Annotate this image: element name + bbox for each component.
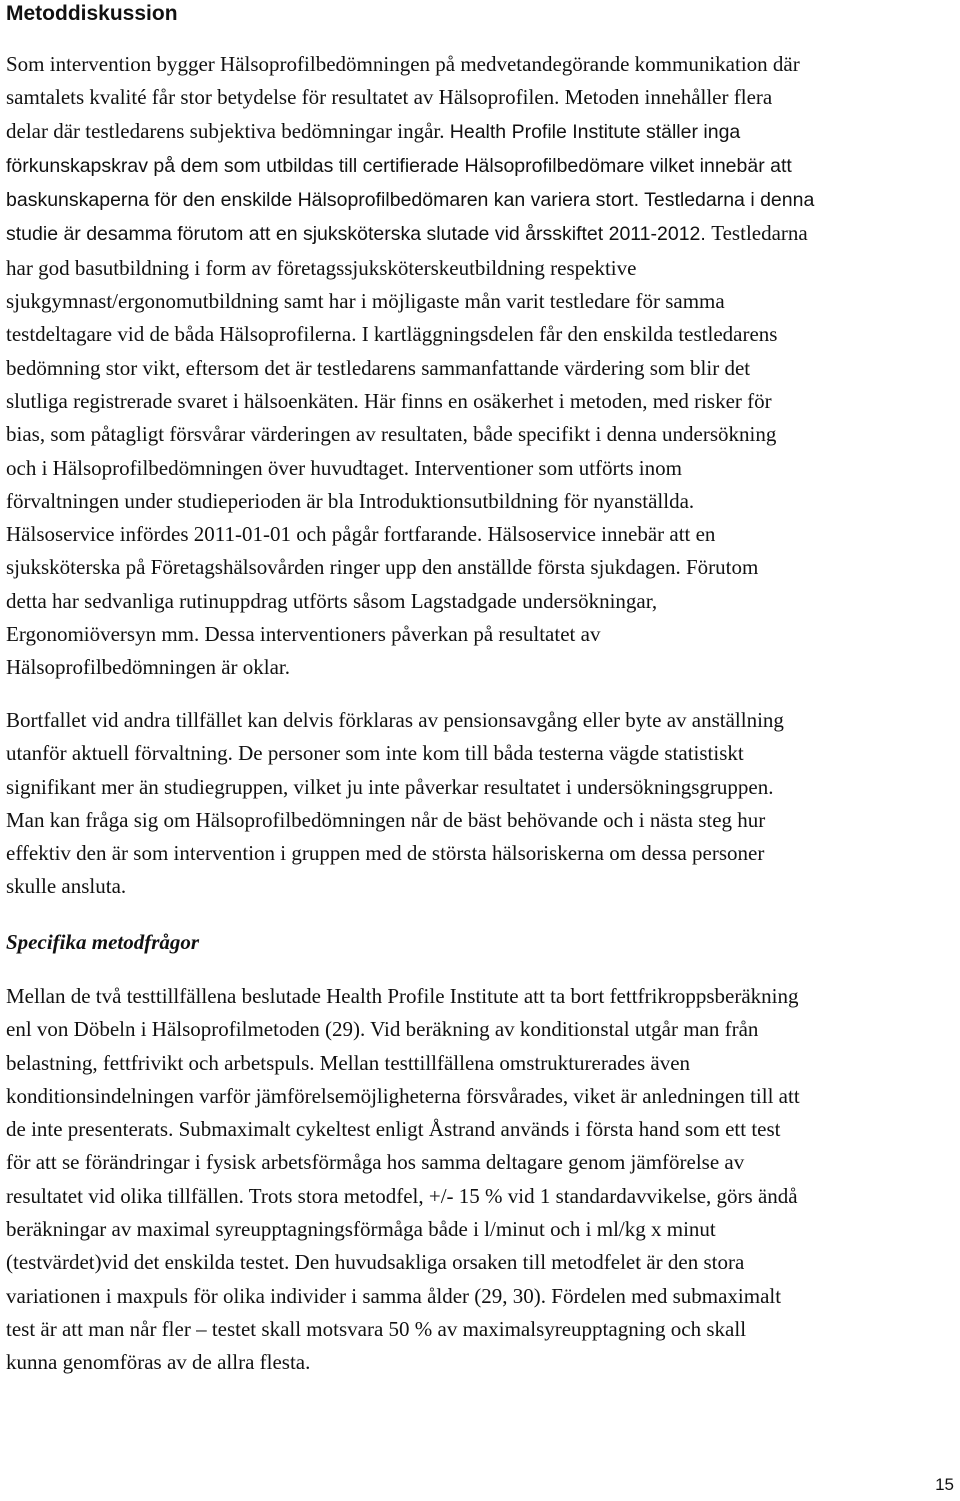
text-line bbox=[6, 1047, 960, 1080]
text-run: testdeltagare vid de båda Hälsoprofilerna. I kartläggningsdelen får den enskilda testledarens bbox=[6, 322, 778, 347]
text-run: beräkningar av maximal syreupptagningsförmåga både i l/minut och i ml/kg x minut bbox=[6, 1217, 716, 1242]
text-run: enl von Döbeln i Hälsoprofilmetoden (29). Vid beräkning av konditionstal utgår man från bbox=[6, 1017, 759, 1042]
page-number: 15 bbox=[935, 1475, 954, 1494]
text-run: för att se förändringar i fysisk arbetsförmåga hos samma deltagare genom jämförelse av bbox=[6, 1150, 745, 1175]
text-run: utanför aktuell förvaltning. De personer som inte kom till båda testerna vägde statistiskt bbox=[6, 741, 744, 766]
text-run: Som intervention bygger Hälsoprofilbedömningen på medvetandegörande kommunikation där bbox=[6, 52, 800, 76]
text-run: skulle ansluta. bbox=[6, 874, 127, 899]
text-line bbox=[6, 385, 960, 418]
text-line bbox=[6, 285, 960, 318]
text-run: sjuksköterska på Företagshälsovården ringer upp den anställde första sjukdagen. Förutom bbox=[6, 555, 759, 580]
text-run: och i Hälsoprofilbedömningen över huvudtaget. Interventioner som utförts inom bbox=[6, 455, 682, 480]
text-run: bedömning stor vikt, eftersom det är testledarens sammanfattande värdering som blir det bbox=[6, 355, 751, 380]
text-line bbox=[6, 1180, 960, 1213]
text-run: test är att man når fler – testet skall motsvara 50 % av maximalsyreupptagning och skall bbox=[6, 1316, 747, 1341]
text-run: har god basutbildning i form av företagssjuksköterskeutbildning respektive bbox=[6, 255, 637, 280]
text-line bbox=[6, 1213, 960, 1246]
text-run: Man kan fråga sig om Hälsoprofilbedömningen når de bäst behövande och i nästa steg hur bbox=[6, 807, 766, 832]
text-line bbox=[6, 771, 960, 804]
text-line bbox=[6, 804, 960, 837]
text-line bbox=[6, 485, 960, 518]
text-run: slutliga registrerade svaret i hälsoenkäten. Här finns en osäkerhet i metoden, med risker för bbox=[6, 388, 772, 413]
text-line bbox=[6, 81, 960, 114]
text-line bbox=[6, 418, 960, 451]
text-run: samtalets kvalité får stor betydelse för resultatet av Hälsoprofilen. Metoden innehåller flera bbox=[6, 85, 773, 110]
text-line bbox=[6, 1013, 960, 1046]
text-line bbox=[6, 551, 960, 584]
text-line bbox=[6, 980, 960, 1013]
section-heading: Metoddiskussion bbox=[6, 2, 178, 25]
text-run: Hälsoprofilbedömningen är oklar. bbox=[6, 655, 291, 680]
text-run: Hälsoservice infördes 2011-01-01 och pågår fortfarande. Hälsoservice innebär att en bbox=[6, 522, 716, 547]
text-line bbox=[6, 518, 960, 551]
text-line bbox=[6, 704, 960, 737]
text-line bbox=[6, 1113, 960, 1146]
text-line bbox=[6, 870, 960, 903]
text-line bbox=[6, 1246, 960, 1279]
text-run: de inte presenterats. Submaximalt cykeltest enligt Åstrand används i första hand som ett test bbox=[6, 1117, 781, 1142]
text-run: studie är desamma förutom att en sjuksköterska slutade vid årsskiftet 2011-2012. bbox=[6, 223, 712, 246]
text-line bbox=[6, 48, 960, 81]
text-run: Mellan de två testtillfällena beslutade Health Profile Institute att ta bort fettfrikroppsberäkning bbox=[6, 984, 799, 1008]
text-line bbox=[6, 1313, 960, 1346]
text-line bbox=[6, 737, 960, 770]
text-run: resultatet vid olika tillfällen. Trots stora metodfel, +/- 15 % vid 1 standardavvikelse, görs ändå bbox=[6, 1183, 798, 1208]
text-line bbox=[6, 183, 960, 217]
text-line bbox=[6, 1346, 960, 1379]
text-line bbox=[6, 1146, 960, 1179]
subsection-heading: Specifika metodfrågor bbox=[6, 930, 200, 954]
text-line bbox=[6, 618, 960, 651]
text-run: detta har sedvanliga rutinuppdrag utförts såsom Lagstadgade undersökningar, bbox=[6, 588, 658, 613]
text-run: Health Profile Institute ställer inga bbox=[449, 120, 741, 143]
text-line bbox=[6, 217, 960, 251]
text-run: belastning, fettfrivikt och arbetspuls. Mellan testtillfällena omstrukturerades även bbox=[6, 1050, 691, 1075]
text-run: Ergonomiöversyn mm. Dessa interventioners påverkan på resultatet av bbox=[6, 622, 601, 647]
text-line bbox=[6, 1080, 960, 1113]
text-run: förkunskapskrav på dem som utbildas till certifierade Hälsoprofilbedömare vilket innebär att bbox=[6, 154, 792, 177]
text-run: konditionsindelningen varför jämförelsemöjligheterna försvårades, viket är anledningen till att bbox=[6, 1083, 800, 1108]
paragraph-method-discussion bbox=[6, 48, 960, 685]
text-run: kunna genomföras av de allra flesta. bbox=[6, 1350, 311, 1375]
text-run: förvaltningen under studieperioden är bla Introduktionsutbildning för nyanställda. bbox=[6, 488, 695, 513]
text-run: Bortfallet vid andra tillfället kan delvis förklaras av pensionsavgång eller byte av anställning bbox=[6, 708, 784, 732]
text-run: effektiv den är som intervention i gruppen med de största hälsoriskerna om dessa personer bbox=[6, 841, 765, 866]
text-line bbox=[6, 318, 960, 351]
text-line bbox=[6, 352, 960, 385]
text-line bbox=[6, 452, 960, 485]
text-run: sjukgymnast/ergonomutbildning samt har i möjligaste mån varit testledare för samma bbox=[6, 289, 725, 314]
text-run: Testledarna bbox=[711, 221, 808, 246]
paragraph-dropout bbox=[6, 704, 960, 904]
text-run: baskunskaperna för den enskilde Hälsoprofilbedömaren kan variera stort. bbox=[6, 189, 645, 212]
text-line bbox=[6, 252, 960, 285]
paragraph-specific-method-questions bbox=[6, 980, 960, 1380]
text-run: variationen i maxpuls för olika individer i samma ålder (29, 30). Fördelen med submaximalt bbox=[6, 1283, 782, 1308]
text-line bbox=[6, 585, 960, 618]
text-line bbox=[6, 651, 960, 684]
text-run: delar där testledarens subjektiva bedömningar ingår. bbox=[6, 118, 450, 143]
text-run: signifikant mer än studiegruppen, vilket ju inte påverkar resultatet i undersökningsgruppen. bbox=[6, 774, 774, 799]
text-run: (testvärdet)vid det enskilda testet. Den huvudsakliga orsaken till metodfelet är den stora bbox=[6, 1250, 745, 1275]
text-line bbox=[6, 837, 960, 870]
text-run: bias, som påtagligt försvårar värderingen av resultaten, både specifikt i denna undersökning bbox=[6, 422, 777, 447]
text-line bbox=[6, 149, 960, 183]
text-line bbox=[6, 1280, 960, 1313]
text-line bbox=[6, 115, 960, 149]
text-run: Testledarna i denna bbox=[644, 189, 815, 212]
